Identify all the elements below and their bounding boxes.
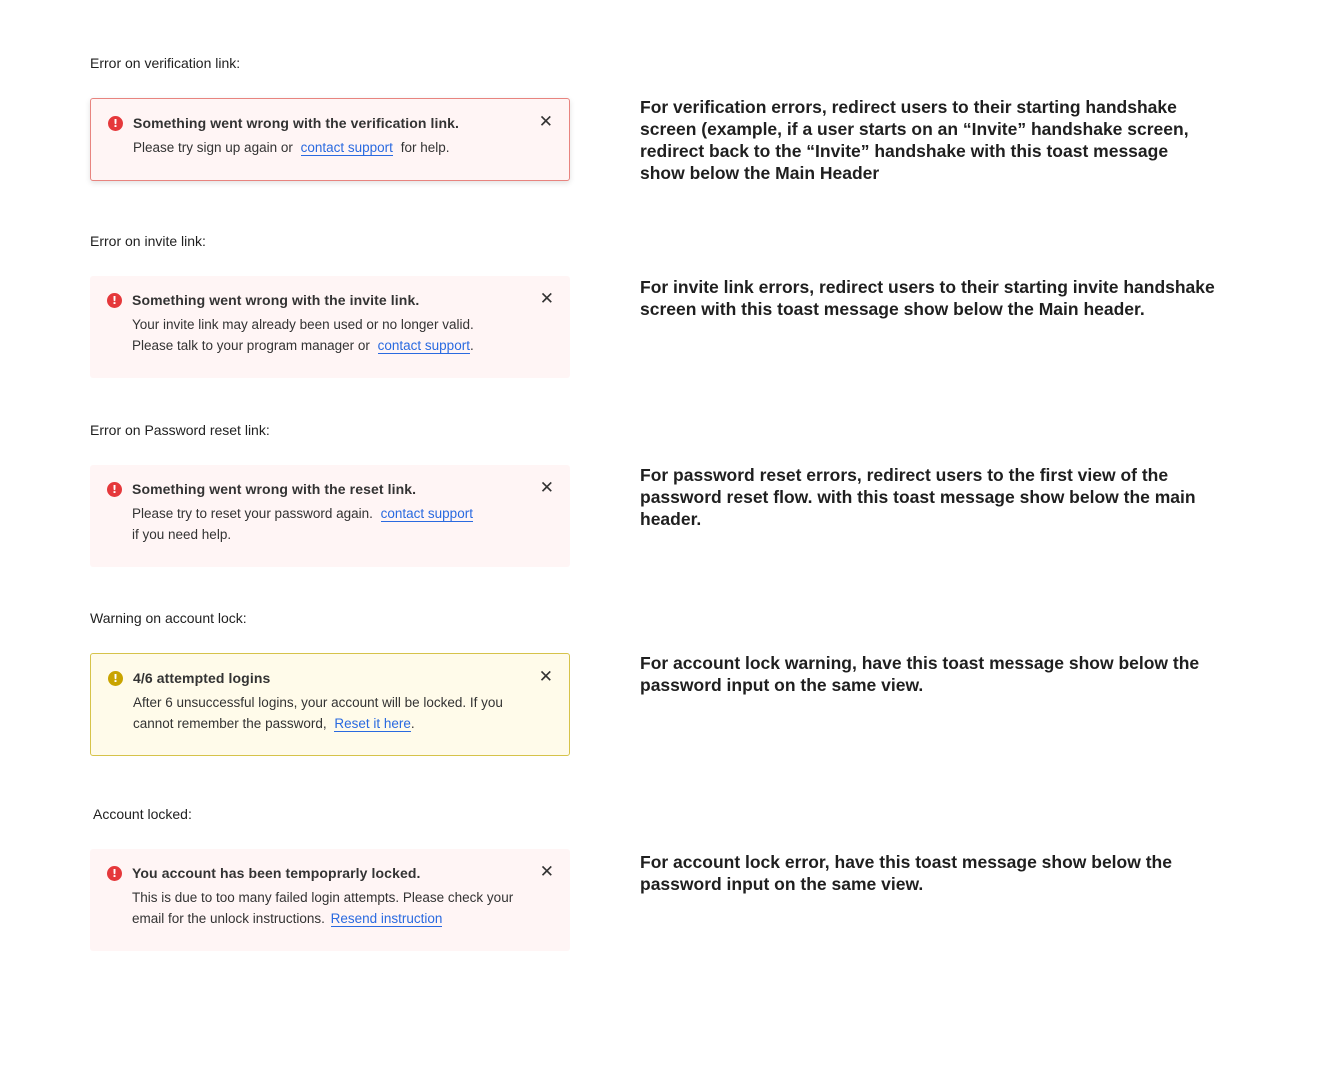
error-icon: ! xyxy=(108,116,123,131)
section-label-password-reset: Error on Password reset link: xyxy=(90,422,270,438)
toast-body xyxy=(133,137,525,158)
resend-instruction-link[interactable]: Resend instruction xyxy=(330,911,443,926)
close-icon[interactable]: ✕ xyxy=(539,862,554,882)
toast-title: 4/6 attempted logins xyxy=(133,670,271,686)
close-icon[interactable]: ✕ xyxy=(539,478,554,498)
error-icon: ! xyxy=(107,293,122,308)
toast-body-text: Please try sign up again or xyxy=(133,140,293,155)
account-lock-warning-note: For account lock warning, have this toast message show below the password input on the same view. xyxy=(640,653,1200,695)
toast-body-text: Please try to reset your password again. xyxy=(132,506,373,521)
toast-title: Something went wrong with the reset link. xyxy=(132,481,417,497)
invite-note: For invite link errors, redirect users to their starting invite handshake screen with this toast message show below the Main header. xyxy=(640,277,1215,319)
error-icon: ! xyxy=(107,482,122,497)
toast-body xyxy=(132,503,526,545)
toast-body-text-after: for help. xyxy=(400,140,450,155)
toast-body-line: Your invite link may already been used or no longer valid. xyxy=(132,317,474,332)
section-label-account-locked: Account locked: xyxy=(93,806,192,822)
section-label-account-lock-warning: Warning on account lock: xyxy=(90,610,247,626)
toast-body xyxy=(132,887,526,929)
contact-support-link[interactable]: contact support xyxy=(377,338,470,353)
section-label-invite: Error on invite link: xyxy=(90,233,206,249)
toast-title: Something went wrong with the verification link. xyxy=(133,115,460,131)
toast-body-text: This is due to too many failed login attempts. Please check your email for the unlock instructions. xyxy=(132,890,514,926)
reset-error-toast xyxy=(90,465,570,567)
invite-error-toast xyxy=(90,276,570,378)
contact-support-link[interactable]: contact support xyxy=(380,506,473,521)
account-locked-note: For account lock error, have this toast message show below the password input on the same view. xyxy=(640,852,1172,894)
reset-password-link[interactable]: Reset it here xyxy=(334,716,411,731)
toast-title: Something went wrong with the invite link. xyxy=(132,292,420,308)
toast-body-text-after: if you need help. xyxy=(132,527,232,542)
account-lock-warning-toast xyxy=(90,653,570,756)
error-icon: ! xyxy=(107,866,122,881)
toast-body-text: After 6 unsuccessful logins, your account will be locked. If you cannot remember the password, xyxy=(133,695,503,731)
toast-title: You account has been tempoprarly locked. xyxy=(132,865,421,881)
verification-error-toast xyxy=(90,98,570,181)
account-locked-toast xyxy=(90,849,570,951)
section-label-verification: Error on verification link: xyxy=(90,55,241,71)
contact-support-link[interactable]: contact support xyxy=(300,140,393,155)
warning-icon: ! xyxy=(108,671,123,686)
close-icon[interactable]: ✕ xyxy=(538,112,553,132)
toast-body-text-after: . xyxy=(469,338,474,353)
close-icon[interactable]: ✕ xyxy=(538,667,553,687)
verification-note: For verification errors, redirect users to their starting handshake screen (example, if a user starts on an “Invite” handshake screen, redirect back to the “Invite” handshake with this toast message show below the Main Header xyxy=(640,97,1189,183)
toast-body xyxy=(132,314,526,356)
password-reset-note: For password reset errors, redirect users to the first view of the password reset flow. with this toast message show below the main header. xyxy=(640,465,1196,529)
toast-body xyxy=(133,692,525,734)
toast-body-text: Please talk to your program manager or xyxy=(132,338,370,353)
toast-body-text-after: . xyxy=(410,716,415,731)
close-icon[interactable]: ✕ xyxy=(539,289,554,309)
